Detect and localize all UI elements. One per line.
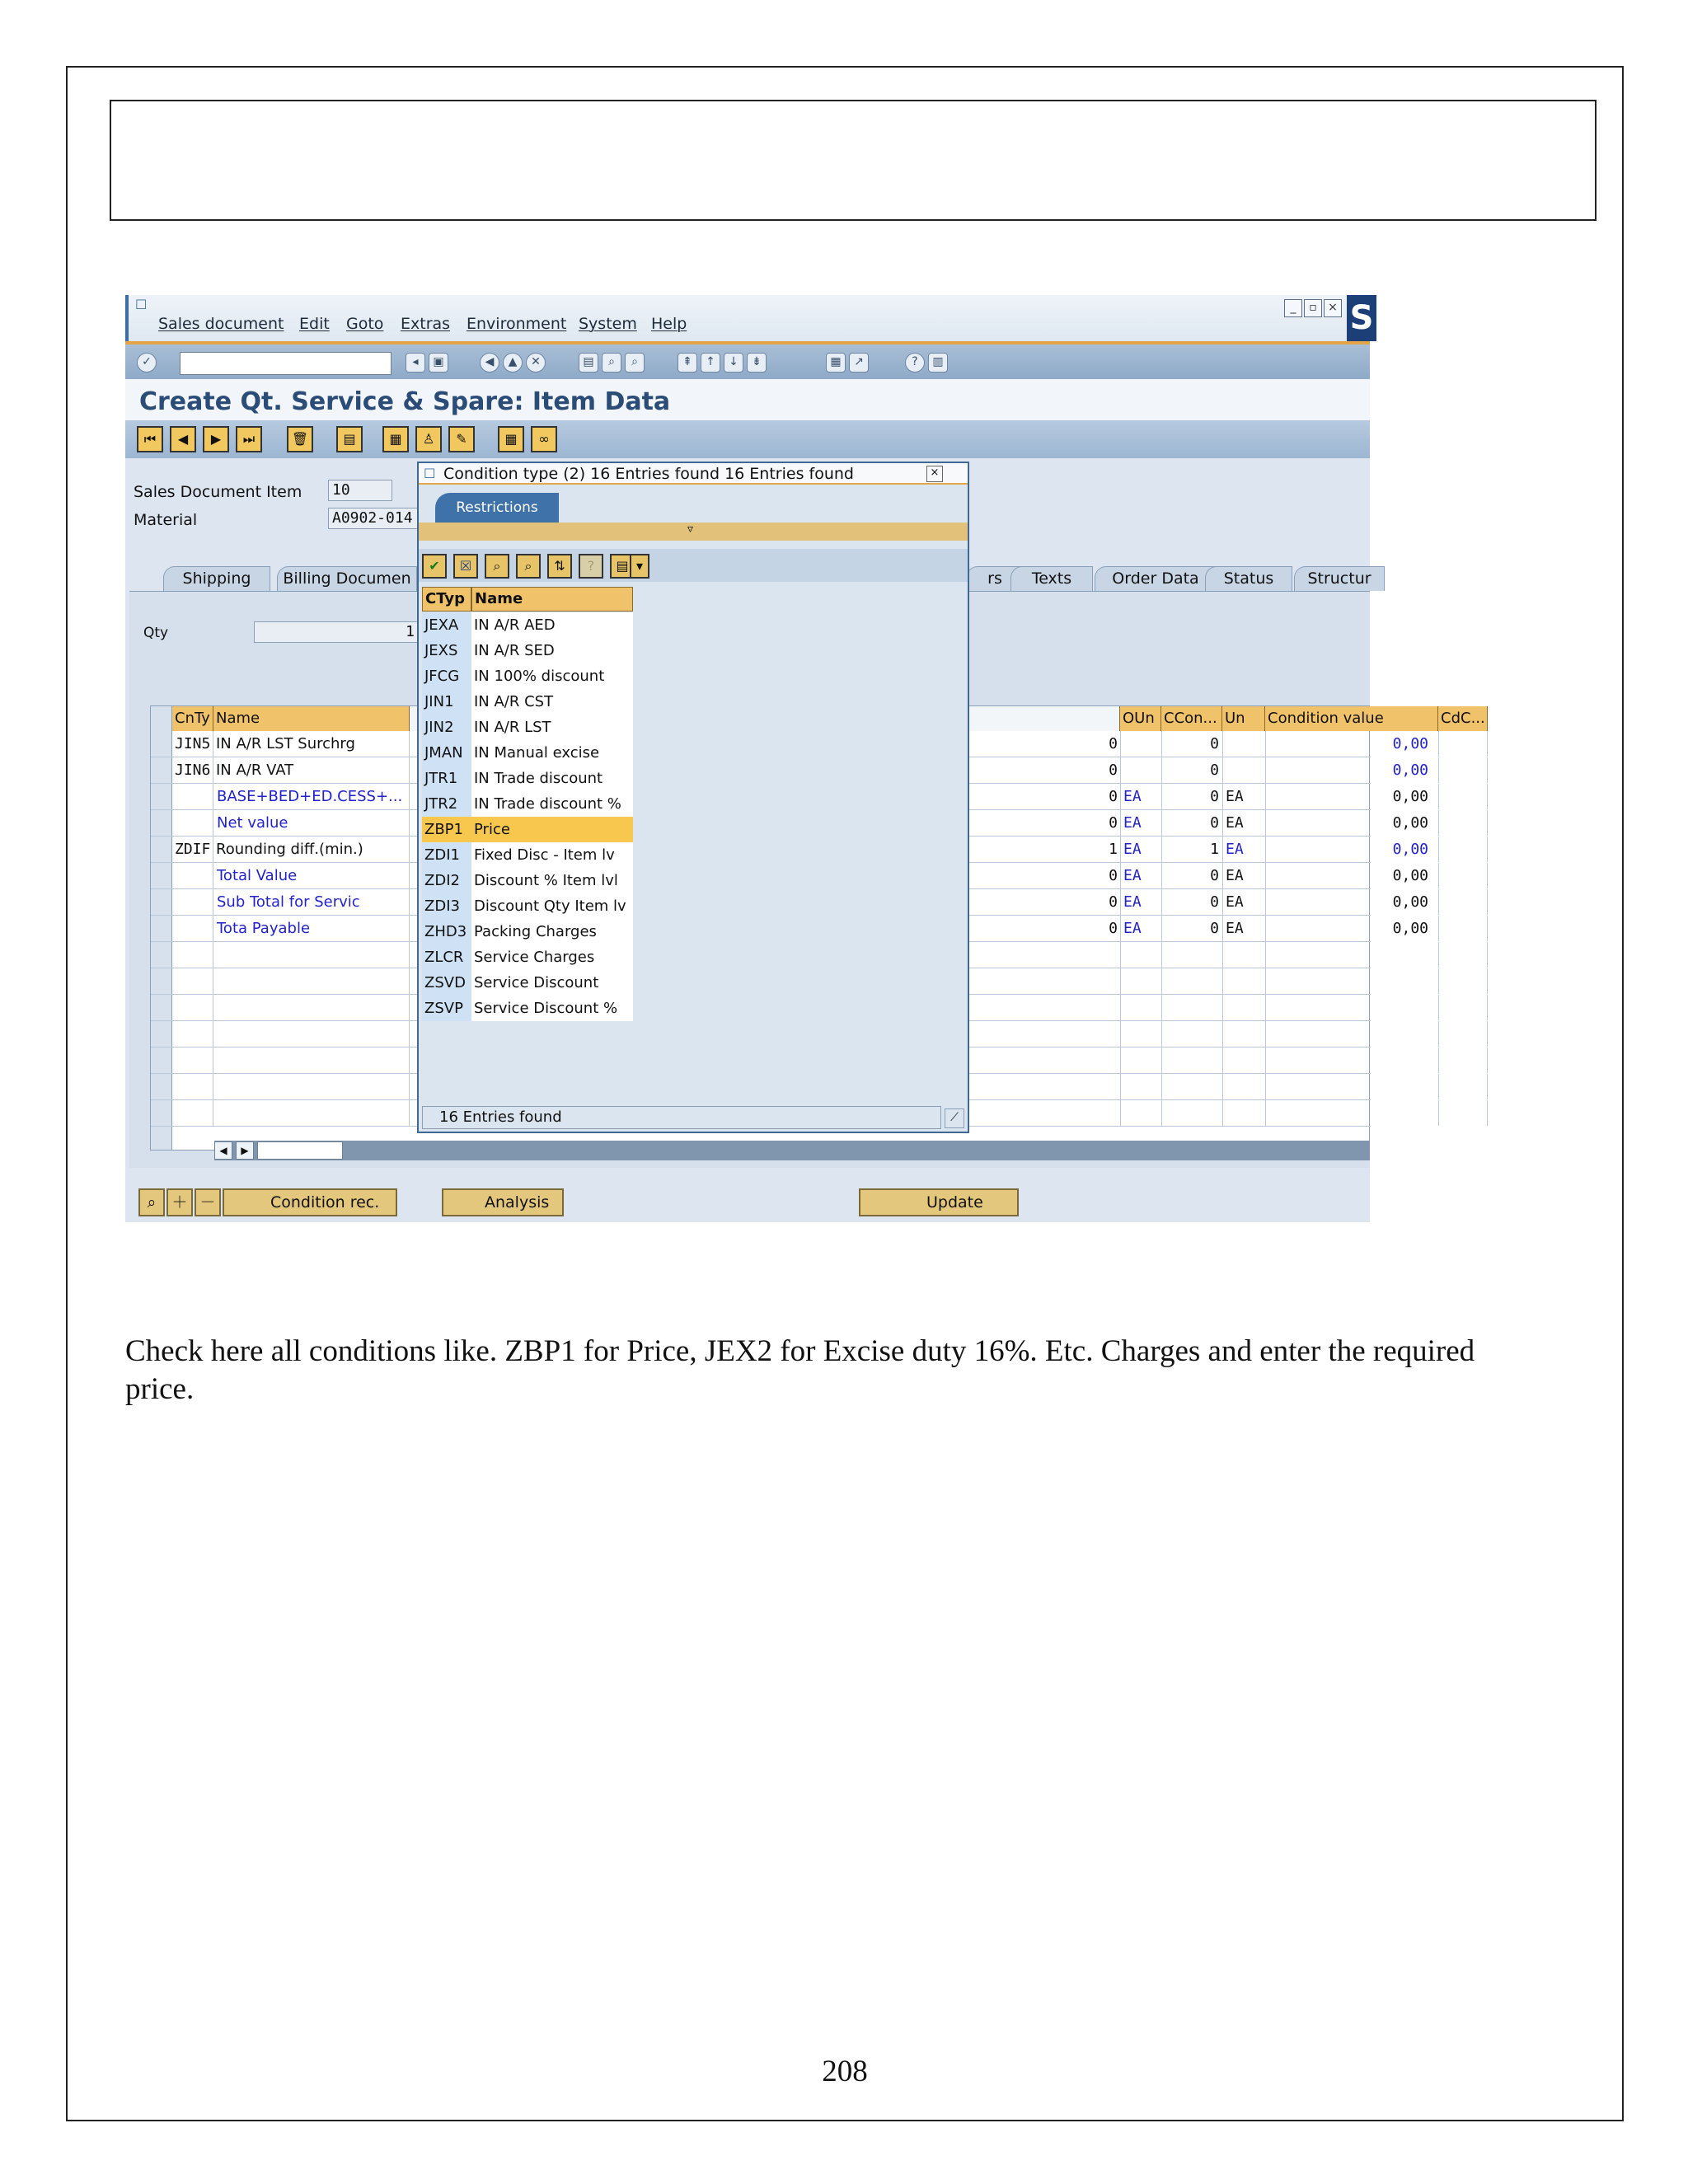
col-header-ccon[interactable]: CCon... — [1161, 706, 1222, 731]
cell-condition-value[interactable]: 0,00 — [1265, 916, 1438, 941]
material-field[interactable]: A0902-014 — [328, 508, 427, 529]
cell-oun[interactable] — [1120, 1100, 1161, 1126]
first-page-icon[interactable]: ⇞ — [678, 353, 697, 373]
cell-ccon[interactable]: 0 — [1161, 784, 1222, 809]
qty-field[interactable]: 1 — [254, 621, 419, 643]
menu-help[interactable]: Help — [651, 315, 687, 333]
list-item[interactable] — [422, 715, 633, 740]
cell-cnty[interactable] — [172, 995, 213, 1020]
popup-title — [419, 463, 968, 485]
cell-cdc[interactable] — [1438, 731, 1488, 757]
cell-name[interactable]: BASE+BED+ED.CESS+... — [213, 784, 410, 809]
cell-condition-value[interactable]: 0,00 — [1265, 784, 1438, 809]
list-item[interactable] — [422, 766, 633, 791]
list-item-code[interactable]: JIN2 — [422, 715, 471, 740]
row-selector[interactable] — [151, 757, 172, 783]
cell-name[interactable]: IN A/R VAT — [213, 757, 410, 783]
analysis-label: Analysis — [485, 1193, 550, 1212]
standard-toolbar — [125, 344, 1370, 379]
cell-condition-value[interactable]: 0,00 — [1265, 889, 1438, 915]
col-header-un[interactable]: Un — [1222, 706, 1265, 731]
list-item[interactable] — [422, 944, 633, 970]
cell-cdc[interactable] — [1438, 863, 1488, 888]
list-item[interactable] — [422, 663, 633, 689]
list-header-ctyp[interactable]: CTyp — [422, 587, 471, 612]
next-page-icon[interactable]: ↓ — [724, 353, 743, 373]
list-item[interactable] — [422, 842, 633, 868]
row-selector[interactable] — [151, 863, 172, 888]
cell-name[interactable] — [213, 1047, 410, 1073]
insert-row-icon[interactable]: ＋ — [166, 1188, 193, 1216]
cell-ccon[interactable] — [1161, 1047, 1222, 1073]
glasses-icon[interactable]: ∞ — [531, 426, 557, 452]
cell-cnty[interactable]: JIN6 — [172, 757, 213, 783]
layout-menu-icon[interactable]: ▥ — [928, 353, 948, 373]
list-item[interactable] — [422, 919, 633, 944]
row-selector[interactable] — [151, 916, 172, 941]
cell-cdc[interactable] — [1438, 968, 1488, 994]
cell-cnty[interactable] — [172, 889, 213, 915]
menu-edit[interactable]: Edit — [299, 315, 330, 333]
cell-cdc[interactable] — [1438, 837, 1488, 862]
popup-find-next-icon[interactable]: ⌕ — [516, 554, 541, 579]
cell-ccon[interactable]: 0 — [1161, 810, 1222, 836]
cell-oun[interactable]: EA — [1120, 784, 1161, 809]
window-menu-icon[interactable]: ☐ — [135, 297, 148, 312]
cell-cnty[interactable] — [172, 1047, 213, 1073]
cell-oun[interactable] — [1120, 942, 1161, 968]
help-icon[interactable]: ? — [905, 353, 925, 373]
cell-name[interactable]: IN A/R LST Surchrg — [213, 731, 410, 757]
tab-texts[interactable]: Texts — [1010, 566, 1093, 591]
cell-un[interactable] — [1222, 1074, 1265, 1099]
menu-system[interactable]: System — [579, 315, 637, 333]
cell-oun[interactable]: EA — [1120, 837, 1161, 862]
maximize-icon[interactable]: ▫ — [1304, 299, 1322, 317]
first-item-icon[interactable]: ⏮ — [137, 426, 163, 452]
condition-type-popup — [417, 462, 969, 1133]
cell-ccon[interactable]: 0 — [1161, 731, 1222, 757]
menu-goto[interactable]: Goto — [346, 315, 384, 333]
cell-cnty[interactable]: JIN5 — [172, 731, 213, 757]
material-label: Material — [134, 511, 198, 529]
cell-condition-value[interactable]: 0,00 — [1265, 863, 1438, 888]
list-item-code[interactable]: ZDI3 — [422, 893, 471, 919]
cell-per[interactable]: 0 — [1109, 893, 1118, 911]
command-field[interactable] — [180, 352, 392, 375]
cell-cdc[interactable] — [1438, 810, 1488, 836]
close-icon[interactable]: × — [1324, 299, 1342, 317]
cell-cnty[interactable] — [172, 916, 213, 941]
cell-un[interactable]: EA — [1222, 916, 1265, 941]
col-header-oun[interactable]: OUn — [1120, 706, 1161, 731]
cell-cnty[interactable] — [172, 784, 213, 809]
tab-order-data[interactable]: Order Data — [1095, 566, 1217, 591]
condition-rec-button[interactable] — [223, 1188, 397, 1216]
scroll-right-icon[interactable]: ▶ — [236, 1141, 254, 1160]
update-label: Update — [926, 1193, 983, 1212]
cell-name[interactable]: Tota Payable — [213, 916, 410, 941]
tab-shipping[interactable]: Shipping — [163, 566, 270, 591]
list-item[interactable] — [422, 893, 633, 919]
cell-oun[interactable] — [1120, 757, 1161, 783]
row-selector[interactable] — [151, 1100, 172, 1126]
row-selector[interactable] — [151, 1074, 172, 1099]
row-selector[interactable] — [151, 784, 172, 809]
col-header-condition-value[interactable]: Condition value — [1265, 706, 1438, 731]
confirm-icon[interactable]: ✔ — [422, 554, 447, 579]
popup-info-icon: ? — [579, 554, 603, 579]
list-item-name[interactable]: Service Discount % — [471, 996, 633, 1021]
cell-ccon[interactable] — [1161, 1074, 1222, 1099]
list-item-name[interactable]: Fixed Disc - Item lv — [471, 842, 633, 868]
row-selector[interactable] — [151, 731, 172, 757]
list-item[interactable] — [422, 996, 633, 1021]
cell-cnty[interactable] — [172, 1021, 213, 1047]
list-item-code[interactable]: ZDI1 — [422, 842, 471, 868]
delete-row-icon[interactable]: － — [195, 1188, 221, 1216]
back-arrow-icon[interactable]: ◂ — [406, 353, 425, 373]
cell-ccon[interactable]: 0 — [1161, 757, 1222, 783]
cell-ccon[interactable] — [1161, 1021, 1222, 1047]
list-item-name[interactable]: IN 100% discount — [471, 663, 633, 689]
list-item[interactable] — [422, 970, 633, 996]
popup-status-text: 16 Entries found — [439, 1108, 562, 1126]
header-icon[interactable]: ▦ — [382, 426, 409, 452]
list-item-name[interactable]: Discount Qty Item lv — [471, 893, 633, 919]
cell-cdc[interactable] — [1438, 784, 1488, 809]
list-item[interactable] — [422, 740, 633, 766]
caption-text: Check here all conditions like. ZBP1 for Price, JEX2 for Excise duty 16%. Etc. Charges and enter the required price. — [125, 1334, 1475, 1406]
list-item-name[interactable]: Price — [471, 817, 633, 842]
list-item-code[interactable]: JMAN — [422, 740, 471, 766]
cell-per[interactable]: 0 — [1109, 735, 1118, 752]
cell-un[interactable]: EA — [1222, 810, 1265, 836]
list-item-code[interactable]: ZLCR — [422, 944, 471, 970]
cell-ccon[interactable] — [1161, 968, 1222, 994]
row-selector[interactable] — [151, 968, 172, 994]
sales-doc-item-label: Sales Document Item — [134, 483, 302, 501]
cell-name[interactable] — [213, 968, 410, 994]
cell-cdc[interactable] — [1438, 1074, 1488, 1099]
cell-per[interactable]: 1 — [1109, 841, 1118, 858]
popup-title-text: Condition type (2) 16 Entries found 16 Entries found — [443, 465, 854, 483]
list-item-selected[interactable] — [422, 817, 633, 842]
cell-un[interactable] — [1222, 968, 1265, 994]
col-header-cdc[interactable]: CdC... — [1438, 706, 1488, 731]
menu-environment[interactable]: Environment — [467, 315, 567, 333]
calculator-icon[interactable]: ▦ — [498, 426, 524, 452]
cell-per[interactable]: 0 — [1109, 788, 1118, 805]
list-item-name[interactable]: Packing Charges — [471, 919, 633, 944]
cell-condition-value[interactable] — [1265, 1100, 1438, 1126]
cell-name[interactable]: Sub Total for Servic — [213, 889, 410, 915]
list-item-code[interactable]: ZDI2 — [422, 868, 471, 893]
find-next-icon[interactable]: ⌕ — [625, 353, 645, 373]
cell-un[interactable]: EA — [1222, 784, 1265, 809]
sap-logo: S — [1347, 295, 1376, 341]
sap-window — [125, 295, 1485, 1222]
list-item[interactable] — [422, 791, 633, 817]
tab-status[interactable]: Status — [1205, 566, 1292, 591]
create-session-icon[interactable]: ▦ — [826, 353, 846, 373]
title-bar — [125, 379, 1370, 420]
cell-oun[interactable] — [1120, 1074, 1161, 1099]
popup-close-icon[interactable]: × — [926, 466, 943, 482]
cell-un[interactable] — [1222, 942, 1265, 968]
delete-icon[interactable]: 🗑 — [287, 426, 313, 452]
list-item-code[interactable]: JFCG — [422, 663, 471, 689]
cell-name[interactable] — [213, 1021, 410, 1047]
cell-name[interactable] — [213, 995, 410, 1020]
col-header-cnty[interactable]: CnTy — [172, 706, 213, 731]
condition-rec-label: Condition rec. — [270, 1193, 380, 1212]
list-item-name[interactable]: IN A/R LST — [471, 715, 633, 740]
cell-condition-value[interactable] — [1265, 1074, 1438, 1099]
resize-handle-icon[interactable]: ⟋ — [945, 1108, 964, 1128]
menu-bar — [125, 295, 1374, 341]
list-item-code[interactable]: JIN1 — [422, 689, 471, 715]
condition-type-list — [422, 587, 633, 1024]
cell-condition-value[interactable]: 0,00 — [1265, 810, 1438, 836]
restrictions-expand-strip[interactable] — [419, 523, 968, 541]
cell-ccon[interactable]: 1 — [1161, 837, 1222, 862]
tab-billing-document[interactable]: Billing Documen — [277, 566, 417, 591]
tab-restrictions[interactable]: Restrictions — [435, 493, 559, 523]
cell-condition-value[interactable]: 0,00 — [1265, 757, 1438, 783]
cell-un[interactable] — [1222, 1100, 1265, 1126]
popup-print-icon[interactable]: ▤ — [610, 554, 635, 579]
list-item-code[interactable]: ZBP1 — [422, 817, 471, 842]
cell-condition-value[interactable] — [1265, 968, 1438, 994]
cell-name[interactable]: Net value — [213, 810, 410, 836]
edit-icon[interactable]: ✎ — [448, 426, 475, 452]
tab-structure[interactable]: Structur — [1294, 566, 1385, 591]
list-item-name[interactable]: IN A/R SED — [471, 638, 633, 663]
cell-oun[interactable] — [1120, 1047, 1161, 1073]
list-item-name[interactable]: IN Trade discount % — [471, 791, 633, 817]
find-icon[interactable]: ⌕ — [602, 353, 621, 373]
document-icon[interactable]: ▤ — [336, 426, 363, 452]
cell-un[interactable]: EA — [1222, 837, 1265, 862]
qty-label: Qty — [143, 625, 169, 641]
scroll-left-icon[interactable]: ◀ — [214, 1141, 232, 1160]
cell-cdc[interactable] — [1438, 1047, 1488, 1073]
popup-window-icon: ☐ — [424, 466, 436, 481]
analysis-button[interactable] — [442, 1188, 564, 1216]
page-title: Create Qt. Service & Spare: Item Data — [139, 387, 671, 416]
cell-un[interactable] — [1222, 1021, 1265, 1047]
cell-cnty[interactable] — [172, 1074, 213, 1099]
cell-cdc[interactable] — [1438, 995, 1488, 1020]
cell-ccon[interactable]: 0 — [1161, 863, 1222, 888]
cell-condition-value[interactable] — [1265, 1047, 1438, 1073]
list-item-name[interactable]: Service Charges — [471, 944, 633, 970]
cell-per[interactable]: 0 — [1109, 814, 1118, 832]
cell-condition-value[interactable] — [1265, 942, 1438, 968]
cell-un[interactable] — [1222, 731, 1265, 757]
page-number: 208 — [822, 2055, 868, 2088]
cell-condition-value[interactable] — [1265, 995, 1438, 1020]
cell-cnty[interactable] — [172, 1100, 213, 1126]
cell-un[interactable]: EA — [1222, 889, 1265, 915]
sales-doc-item-field[interactable]: 10 — [328, 480, 392, 501]
list-item[interactable] — [422, 612, 633, 638]
cell-name[interactable]: Total Value — [213, 863, 410, 888]
row-selector[interactable] — [151, 889, 172, 915]
list-item-name[interactable]: IN Trade discount — [471, 766, 633, 791]
save-icon[interactable]: ▣ — [429, 353, 448, 373]
list-item-name[interactable]: IN Manual excise — [471, 740, 633, 766]
cell-per[interactable]: 0 — [1109, 762, 1118, 779]
list-item-code[interactable]: ZSVP — [422, 996, 471, 1021]
condition-detail-icon[interactable]: ⌕ — [138, 1188, 165, 1216]
cell-cdc[interactable] — [1438, 757, 1488, 783]
cell-oun[interactable]: EA — [1120, 889, 1161, 915]
list-item-code[interactable]: ZSVD — [422, 970, 471, 996]
popup-find-icon[interactable]: ⌕ — [485, 554, 509, 579]
menu-extras[interactable]: Extras — [401, 315, 451, 333]
popup-list-icon[interactable]: ▾ — [630, 554, 649, 579]
cell-oun[interactable] — [1120, 968, 1161, 994]
list-item-name[interactable]: IN A/R CST — [471, 689, 633, 715]
cell-per[interactable]: 0 — [1109, 867, 1118, 884]
cell-condition-value[interactable] — [1265, 1021, 1438, 1047]
cell-ccon[interactable] — [1161, 995, 1222, 1020]
cell-cdc[interactable] — [1438, 942, 1488, 968]
scrollbar-track[interactable] — [214, 1141, 1370, 1160]
cell-cnty[interactable] — [172, 863, 213, 888]
list-item-code[interactable]: JTR1 — [422, 766, 471, 791]
row-selector[interactable] — [151, 995, 172, 1020]
list-item-code[interactable]: ZHD3 — [422, 919, 471, 944]
row-selector[interactable] — [151, 837, 172, 862]
list-item-code[interactable]: JTR2 — [422, 791, 471, 817]
popup-sort-icon[interactable]: ⇅ — [547, 554, 572, 579]
cell-oun[interactable]: EA — [1120, 810, 1161, 836]
last-item-icon[interactable]: ⏭ — [236, 426, 262, 452]
scroll-thumb[interactable] — [257, 1141, 343, 1160]
list-item-name[interactable]: IN A/R AED — [471, 612, 633, 638]
application-toolbar — [125, 420, 1370, 458]
cell-un[interactable] — [1222, 1047, 1265, 1073]
col-header-name[interactable]: Name — [213, 706, 410, 731]
cell-cnty[interactable]: ZDIF — [172, 837, 213, 862]
expand-icon[interactable]: ▿ — [687, 523, 694, 536]
cell-cnty[interactable] — [172, 968, 213, 994]
cell-condition-value[interactable]: 0,00 — [1265, 837, 1438, 862]
minimize-icon[interactable]: _ — [1284, 299, 1302, 317]
previous-item-icon[interactable]: ◀ — [170, 426, 196, 452]
previous-page-icon[interactable]: ↑ — [701, 353, 720, 373]
cell-per[interactable]: 0 — [1109, 920, 1118, 937]
cell-un[interactable] — [1222, 995, 1265, 1020]
cell-oun[interactable] — [1120, 1021, 1161, 1047]
row-selector[interactable] — [151, 1047, 172, 1073]
cell-un[interactable]: EA — [1222, 863, 1265, 888]
cell-cdc[interactable] — [1438, 1021, 1488, 1047]
cell-ccon[interactable]: 0 — [1161, 916, 1222, 941]
header-box — [110, 100, 1597, 221]
list-item[interactable] — [422, 638, 633, 663]
cell-cdc[interactable] — [1438, 1100, 1488, 1126]
cell-cnty[interactable] — [172, 810, 213, 836]
print-icon[interactable]: ▤ — [579, 353, 598, 373]
row-selector[interactable] — [151, 942, 172, 968]
list-item-code[interactable]: JEXS — [422, 638, 471, 663]
menu-sales-document[interactable]: Sales document — [158, 315, 284, 333]
cell-ccon[interactable] — [1161, 942, 1222, 968]
last-page-icon[interactable]: ⇟ — [747, 353, 767, 373]
partner-icon[interactable]: ♙ — [415, 426, 442, 452]
update-button[interactable] — [859, 1188, 1019, 1216]
list-item-name[interactable]: Discount % Item lvl — [471, 868, 633, 893]
cell-oun[interactable]: EA — [1120, 863, 1161, 888]
cell-oun[interactable] — [1120, 731, 1161, 757]
cell-oun[interactable]: EA — [1120, 916, 1161, 941]
tab-partners[interactable]: rs — [966, 566, 1024, 591]
exit-icon[interactable]: ▲ — [503, 353, 523, 373]
cell-ccon[interactable]: 0 — [1161, 889, 1222, 915]
cell-oun[interactable] — [1120, 995, 1161, 1020]
popup-status-bar — [422, 1106, 941, 1129]
back-icon[interactable]: ◀ — [480, 353, 499, 373]
row-selector[interactable] — [151, 810, 172, 836]
shortcut-icon[interactable]: ↗ — [849, 353, 869, 373]
list-header-name[interactable]: Name — [471, 587, 633, 612]
horizontal-scrollbar[interactable] — [214, 1141, 1370, 1160]
cell-cnty[interactable] — [172, 942, 213, 968]
cell-name[interactable] — [213, 942, 410, 968]
cell-name[interactable] — [213, 1100, 410, 1126]
popup-cancel-icon[interactable]: ☒ — [453, 554, 478, 579]
cancel-icon[interactable]: ✕ — [526, 353, 546, 373]
cell-name[interactable] — [213, 1074, 410, 1099]
list-item-name[interactable]: Service Discount — [471, 970, 633, 996]
list-item-code[interactable]: JEXA — [422, 612, 471, 638]
list-item[interactable] — [422, 868, 633, 893]
list-item[interactable] — [422, 689, 633, 715]
enter-icon[interactable]: ✓ — [137, 353, 157, 373]
next-item-icon[interactable]: ▶ — [203, 426, 229, 452]
cell-ccon[interactable] — [1161, 1100, 1222, 1126]
cell-name[interactable]: Rounding diff.(min.) — [213, 837, 410, 862]
cell-cdc[interactable] — [1438, 889, 1488, 915]
row-selector[interactable] — [151, 1021, 172, 1047]
popup-toolbar — [419, 549, 968, 582]
cell-un[interactable] — [1222, 757, 1265, 783]
cell-cdc[interactable] — [1438, 916, 1488, 941]
cell-condition-value[interactable]: 0,00 — [1265, 731, 1438, 757]
